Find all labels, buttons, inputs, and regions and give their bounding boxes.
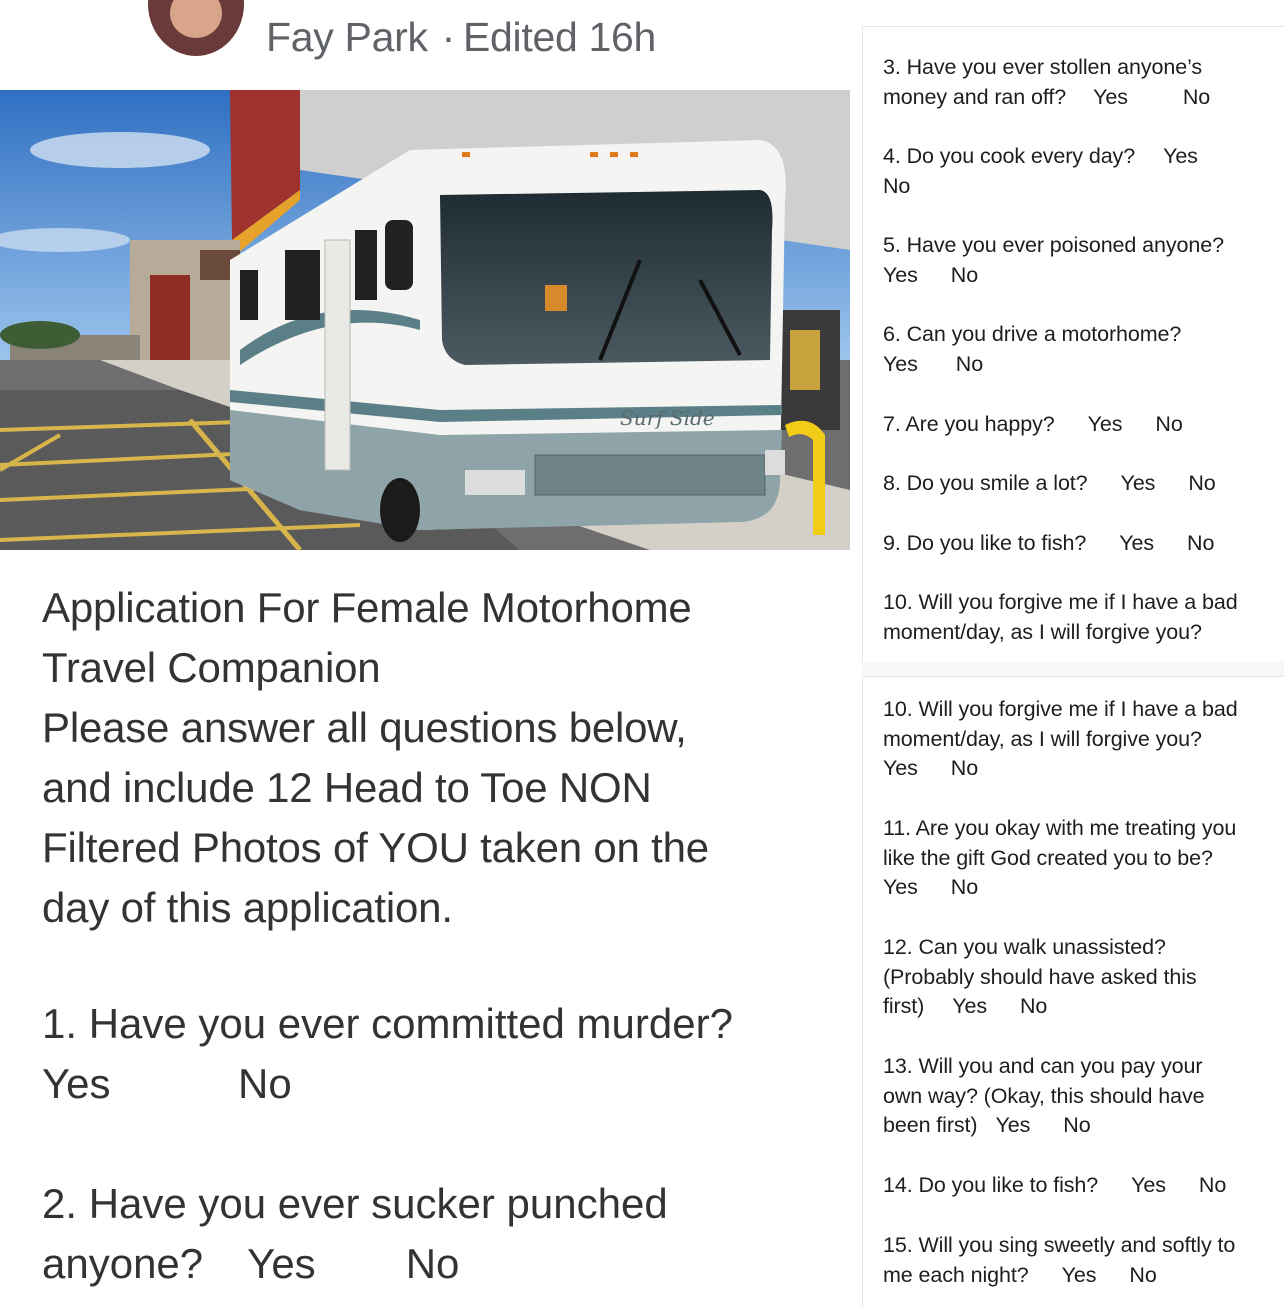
question-9-line1: 9. Do you like to fish? (883, 531, 1087, 555)
motorhome-photo-graphic (0, 90, 850, 550)
panel-gap (850, 0, 862, 1306)
question-12-yes: Yes (952, 994, 987, 1019)
question-10 (883, 695, 1278, 784)
question-12-line3: first) (883, 994, 925, 1019)
question-3-line1: 3. Have you ever stollen anyone’s (883, 55, 1203, 79)
question-5 (883, 231, 1278, 290)
question-2-text-line1: 2. Have you ever sucker punched (42, 1180, 668, 1227)
question-11 (883, 814, 1278, 903)
question-7-line1: 7. Are you happy? (883, 412, 1055, 436)
question-8-yes: Yes (1120, 471, 1156, 495)
question-12-no: No (1019, 994, 1048, 1019)
application-text (42, 578, 832, 938)
question-13-line1: 13. Will you and can you pay your (883, 1054, 1203, 1078)
motorhome-photo[interactable] (0, 90, 850, 550)
question-6-no: No (955, 351, 984, 376)
question-4-yes: Yes (1163, 144, 1198, 168)
question-4 (883, 142, 1278, 201)
question-6 (883, 320, 1278, 379)
question-4-line1: 4. Do you cook every day? (883, 144, 1136, 168)
question-2-text-line2: anyone? (42, 1240, 204, 1287)
question-6-line1: 6. Can you drive a motorhome? (883, 322, 1182, 346)
question-11-line2: like the gift God created you to be? (883, 845, 1213, 870)
application-intro-line1: Please answer all questions below, (42, 704, 687, 751)
question-14-yes: Yes (1131, 1173, 1166, 1197)
question-1 (42, 994, 832, 1114)
question-13 (883, 1052, 1278, 1141)
question-14-line1: 14. Do you like to fish? (883, 1173, 1099, 1197)
question-1-text: 1. Have you ever committed murder? (42, 1000, 733, 1047)
question-6-yes: Yes (883, 351, 918, 376)
question-12 (883, 933, 1278, 1022)
question-12-line1: 12. Can you walk unassisted? (883, 935, 1166, 959)
questions-card-bottom (862, 676, 1284, 1307)
question-2 (42, 1174, 832, 1294)
question-1-no: No (238, 1060, 292, 1107)
question-4-no: No (883, 173, 911, 198)
question-9-no: No (1187, 531, 1215, 555)
question-9 (883, 529, 1278, 559)
question-13-line2: own way? (Okay, this should have (883, 1083, 1205, 1108)
author-avatar[interactable] (148, 0, 244, 56)
question-15-line2: me each night? (883, 1262, 1029, 1287)
question-5-line1: 5. Have you ever poisoned anyone? (883, 233, 1224, 257)
question-14-no: No (1198, 1173, 1227, 1197)
question-7-yes: Yes (1087, 412, 1123, 436)
question-3 (883, 53, 1278, 112)
question-5-no: No (950, 262, 979, 287)
question-7 (883, 410, 1278, 440)
application-intro-line3: Filtered Photos of YOU taken on the (42, 824, 709, 871)
question-15-line1: 15. Will you sing sweetly and softly to (883, 1233, 1236, 1257)
question-3-line2: money and ran off? (883, 84, 1067, 109)
question-8-line1: 8. Do you smile a lot? (883, 471, 1088, 495)
application-title-line1: Application For Female Motorhome (42, 584, 692, 631)
question-10-line1: 10. Will you forgive me if I have a bad (883, 697, 1238, 721)
application-title-line2: Travel Companion (42, 644, 381, 691)
rv-brand-text: Surf Side (620, 406, 715, 430)
question-10-line2: moment/day, as I will forgive you? (883, 726, 1202, 751)
questions-card-top (862, 26, 1284, 664)
question-15-no: No (1129, 1262, 1157, 1287)
question-3-no: No (1182, 84, 1211, 109)
question-8 (883, 469, 1278, 499)
question-3-yes: Yes (1093, 84, 1128, 109)
question-10-no: No (950, 756, 979, 781)
question-10-preview-line2: moment/day, as I will forgive you? (883, 619, 1202, 644)
question-10-preview-line1: 10. Will you forgive me if I have a bad (883, 590, 1238, 614)
question-2-yes: Yes (247, 1240, 316, 1287)
question-2-no: No (405, 1240, 460, 1287)
question-15-yes: Yes (1061, 1262, 1097, 1287)
question-11-no: No (950, 875, 979, 900)
card-divider (862, 662, 1284, 676)
question-13-yes: Yes (995, 1113, 1031, 1138)
question-5-yes: Yes (883, 262, 918, 287)
header-separator: · (441, 14, 455, 60)
question-11-line1: 11. Are you okay with me treating you (883, 816, 1237, 840)
application-intro-line2: and include 12 Head to Toe NON (42, 764, 652, 811)
question-14 (883, 1171, 1278, 1201)
edited-timestamp[interactable]: Edited 16h (463, 14, 657, 60)
author-line (266, 14, 656, 61)
question-10-yes: Yes (883, 756, 918, 781)
question-15 (883, 1231, 1278, 1290)
question-7-no: No (1155, 412, 1183, 436)
avatar-face (170, 0, 222, 38)
question-10-preview (883, 588, 1278, 647)
question-8-no: No (1188, 471, 1216, 495)
question-9-yes: Yes (1119, 531, 1155, 555)
author-name[interactable]: Fay Park (266, 14, 428, 60)
post-header (0, 0, 850, 80)
question-13-no: No (1063, 1113, 1091, 1138)
question-13-line3: been first) (883, 1113, 978, 1138)
application-intro-line4: day of this application. (42, 884, 453, 931)
question-11-yes: Yes (883, 875, 918, 900)
question-12-line2: (Probably should have asked this (883, 964, 1197, 989)
question-1-yes: Yes (42, 1060, 111, 1107)
